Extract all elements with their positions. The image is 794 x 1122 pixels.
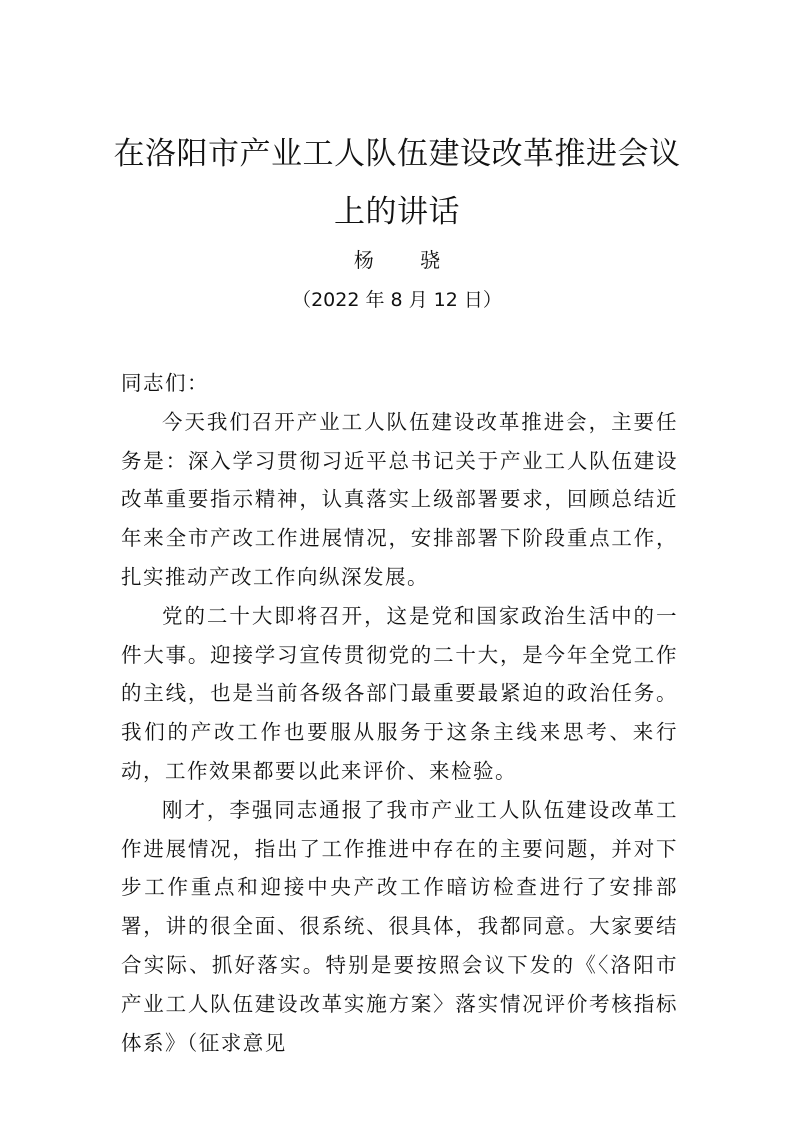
salutation: 同志们：: [121, 371, 209, 395]
title-line-2: 上的讲话: [334, 194, 460, 230]
paragraph: 刚才，李强同志通报了我市产业工人队伍建设改革工作进展情况，指出了工作推进中存在的主要问题，并对下步工作重点和迎接中央产改工作暗访检查进行了安排部署，讲的很全面、很系统、很具体，我都同意。大家要结合实际、抓好落实。特别是要按照会议下发的《〈洛阳市产业工人队伍建设改革实施方案〉落实情况评价考核指标体系》（征求意见: [121, 797, 678, 1055]
paragraph: 党的二十大即将召开，这是党和国家政治生活中的一件大事。迎接学习宣传贯彻党的二十大，是今年全党工作的主线，也是当前各级各部门最重要最紧迫的政治任务。我们的产改工作也要服从服务于这条主线来思考、来行动，工作效果都要以此来评价、来检验。: [121, 603, 678, 783]
paragraph: 今天我们召开产业工人队伍建设改革推进会，主要任务是：深入学习贯彻习近平总书记关于产业工人队伍建设改革重要指示精神，认真落实上级部署要求，回顾总结近年来全市产改工作进展情况，安排部署下阶段重点工作，扎实推动产改工作向纵深发展。: [121, 409, 678, 589]
speech-date: （2022 年 8 月 12 日）: [292, 289, 502, 311]
speech-body: [121, 364, 678, 1062]
title-line-1: 在洛阳市产业工人队伍建设改革推进会议: [113, 136, 681, 172]
author: 杨 骁: [353, 248, 461, 272]
